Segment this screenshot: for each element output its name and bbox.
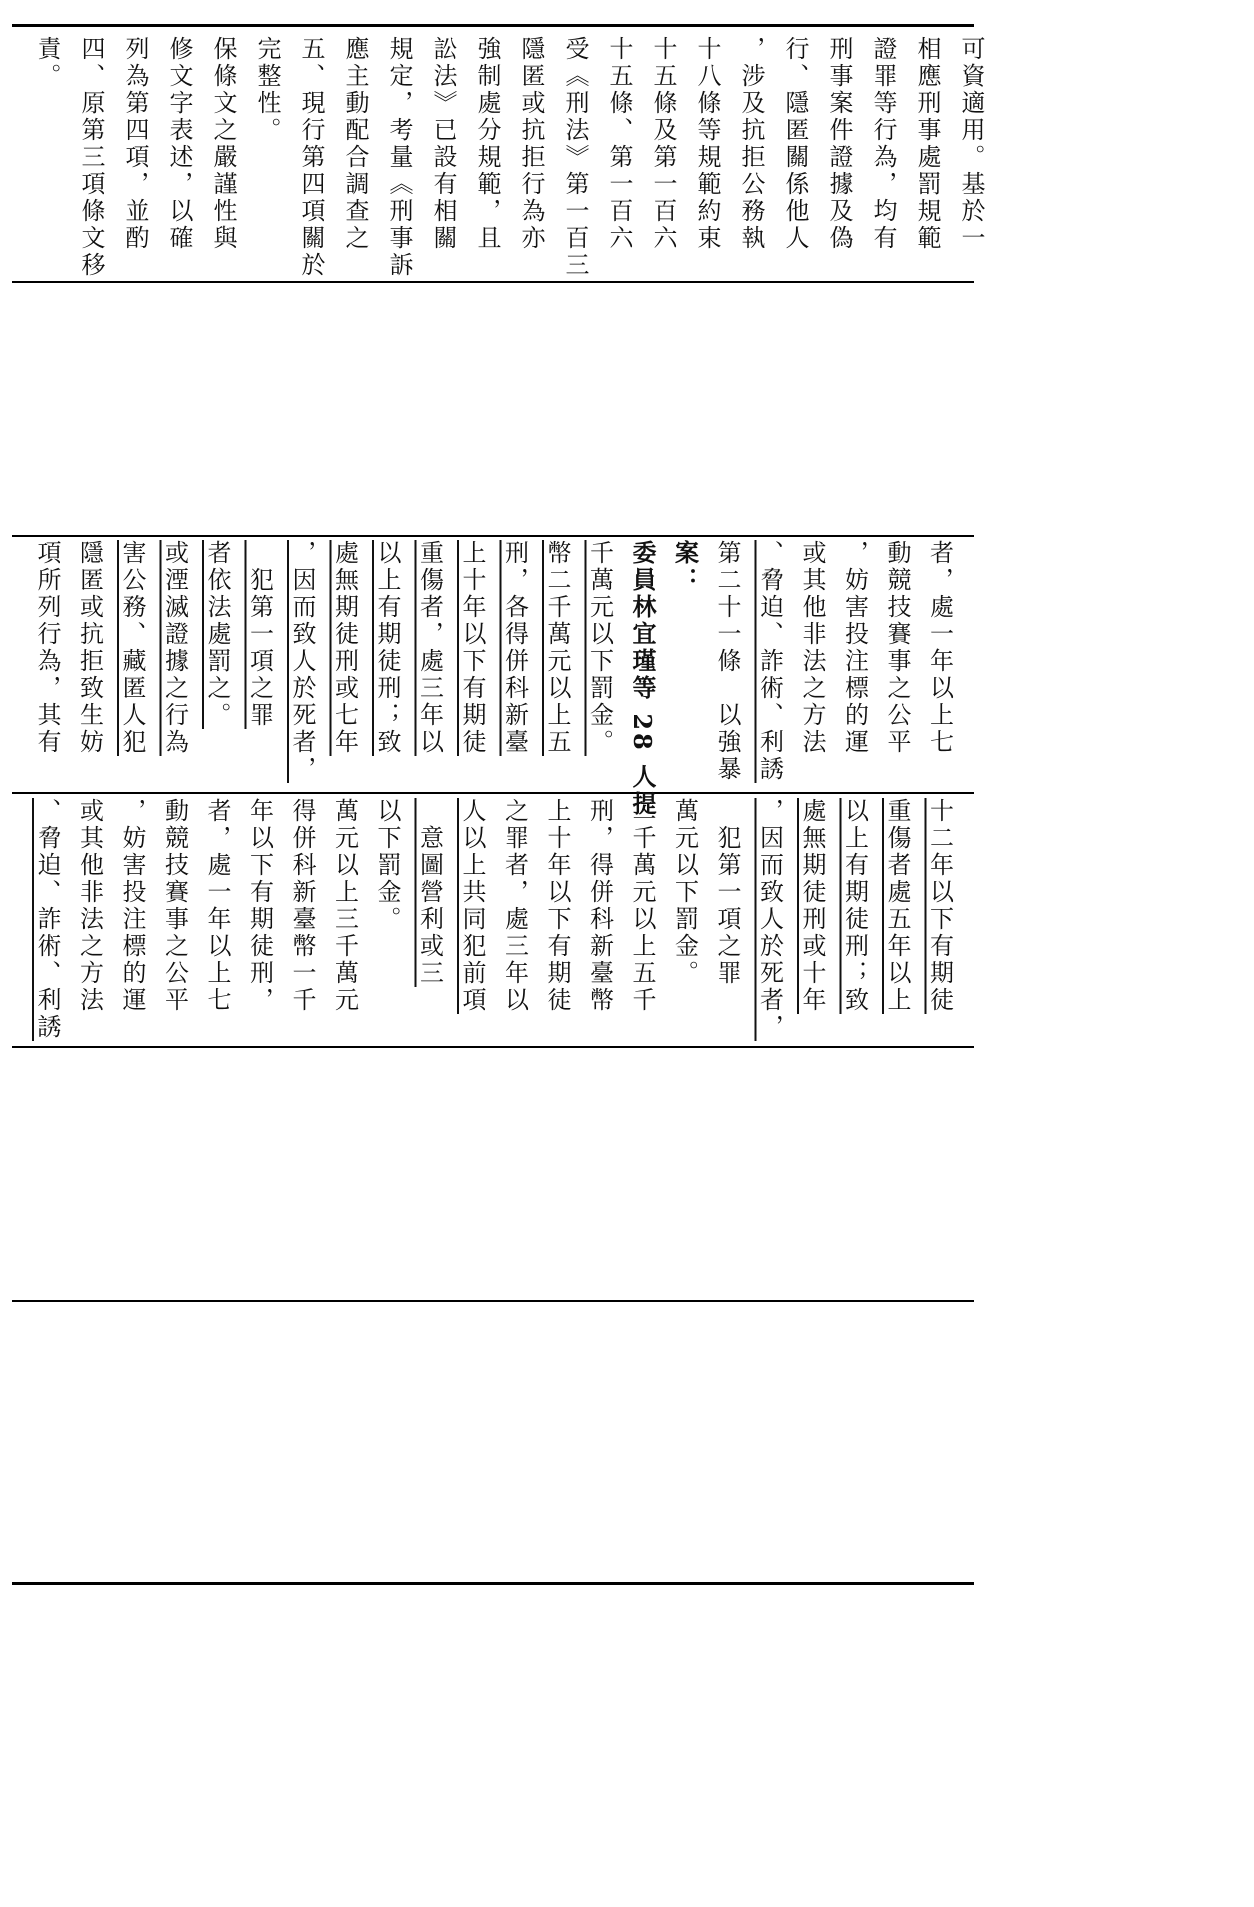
text-line: 之罪者，處三年以 xyxy=(500,798,529,1014)
text-line: 隱匿或抗拒行為亦 xyxy=(517,36,545,252)
text-line: 動競技賽事之公平 xyxy=(160,798,189,1014)
text-line: 五、現行第四項關於 xyxy=(297,36,325,279)
text-line: 以下罰金。 xyxy=(373,798,401,933)
text-line: 委員林宜瑾等 28 人提 xyxy=(628,540,657,819)
amendment-text-column xyxy=(12,540,974,819)
text-line: 上十年以下有期徒 xyxy=(458,540,486,756)
text-line: 處無期徒刑或七年 xyxy=(330,540,359,756)
text-line: 十八條等規範約束 xyxy=(693,36,721,252)
text-line: ，因而致人於死者， xyxy=(288,540,316,783)
text-line: 受《刑法》第一百三 xyxy=(561,36,589,279)
text-line: 完整性。 xyxy=(253,36,281,144)
text-line: 犯第一項之罪 xyxy=(245,540,274,729)
text-line: 證罪等行為，均有 xyxy=(869,36,897,252)
text-line: 重傷者，處三年以 xyxy=(415,540,444,756)
text-line: 、脅迫、詐術、利誘 xyxy=(33,798,61,1041)
text-line: 千萬元以下罰金。 xyxy=(585,540,614,756)
text-line: 責。 xyxy=(33,36,61,90)
explanation-text xyxy=(12,36,985,279)
text-line: 害公務、藏匿人犯 xyxy=(118,540,146,756)
text-line: 訟法》已設有相關 xyxy=(429,36,457,252)
text-line: 行、隱匿關係他人 xyxy=(781,36,809,252)
text-line: 修文字表述，以確 xyxy=(165,36,193,252)
text-line: 強制處分規範，且 xyxy=(473,36,501,252)
row-divider-1 xyxy=(12,281,974,283)
text-line: 刑，得併科新臺幣 xyxy=(585,798,614,1014)
text-line: 人以上共同犯前項 xyxy=(458,798,486,1014)
text-line: 意圖營利或三 xyxy=(415,798,444,987)
text-line: 處無期徒刑或十年 xyxy=(798,798,826,1014)
text-line: 或其他非法之方法 xyxy=(75,798,104,1014)
text-line: 案： xyxy=(670,540,700,594)
text-line: ，妨害投注標的運 xyxy=(840,540,869,756)
text-line: 相應刑事處罰規範 xyxy=(913,36,941,252)
text-line: 或其他非法之方法 xyxy=(798,540,826,756)
text-line: 可資適用。基於一 xyxy=(957,36,985,252)
table-top-rule xyxy=(12,24,974,27)
text-line: 以上有期徒刑；致 xyxy=(373,540,401,756)
text-line: 刑，各得併科新臺 xyxy=(500,540,529,756)
text-line: 以上有期徒刑；致 xyxy=(840,798,869,1014)
row-divider-2 xyxy=(12,535,974,537)
text-line: 上十年以下有期徒 xyxy=(543,798,571,1014)
text-line: ，因而致人於死者， xyxy=(755,798,784,1041)
text-line: 重傷者處五年以上 xyxy=(883,798,911,1014)
text-line: 項所列行為，其有 xyxy=(33,540,61,756)
text-line: ，妨害投注標的運 xyxy=(118,798,146,1014)
text-line: 幣二千萬元以上五 xyxy=(543,540,571,756)
text-line: ，涉及抗拒公務執 xyxy=(737,36,765,252)
text-line: 規定，考量《刑事訴 xyxy=(385,36,413,279)
text-line: 十五條及第一百六 xyxy=(649,36,677,252)
table-bottom-rule xyxy=(12,1582,974,1585)
text-line: 刑事案件證據及偽 xyxy=(825,36,853,252)
text-line: 者，處一年以上七 xyxy=(925,540,954,756)
text-line: 萬元以下罰金。 xyxy=(670,798,699,987)
text-line: 犯第一項之罪 xyxy=(713,798,741,987)
text-line: 第二十一條 以強暴 xyxy=(713,540,741,783)
text-line: 十二年以下有期徒 xyxy=(925,798,954,1014)
text-line: 隱匿或抗拒致生妨 xyxy=(75,540,104,756)
text-line: 應主動配合調查之 xyxy=(341,36,369,252)
row-divider-3 xyxy=(12,792,974,794)
text-line: 或湮滅證據之行為 xyxy=(160,540,189,756)
text-line: 者，處一年以上七 xyxy=(203,798,231,1014)
text-line: 列為第四項，並酌 xyxy=(121,36,149,252)
text-line: 保條文之嚴謹性與 xyxy=(209,36,237,252)
text-line: 十五條、第一百六 xyxy=(605,36,633,252)
text-line: 、脅迫、詐術、利誘 xyxy=(755,540,784,783)
row-divider-4 xyxy=(12,1046,974,1048)
current-text-column xyxy=(12,798,974,1042)
text-line: 萬元以上三千萬元 xyxy=(330,798,359,1014)
text-line: 四、原第三項條文移 xyxy=(77,36,105,279)
text-line: 者依法處罰之。 xyxy=(203,540,231,729)
text-line: 得併科新臺幣一千 xyxy=(288,798,316,1014)
text-line: 二千萬元以上五千 xyxy=(628,798,656,1014)
row-divider-5 xyxy=(12,1300,974,1302)
text-line: 動競技賽事之公平 xyxy=(883,540,911,756)
text-line: 年以下有期徒刑， xyxy=(245,798,274,1014)
